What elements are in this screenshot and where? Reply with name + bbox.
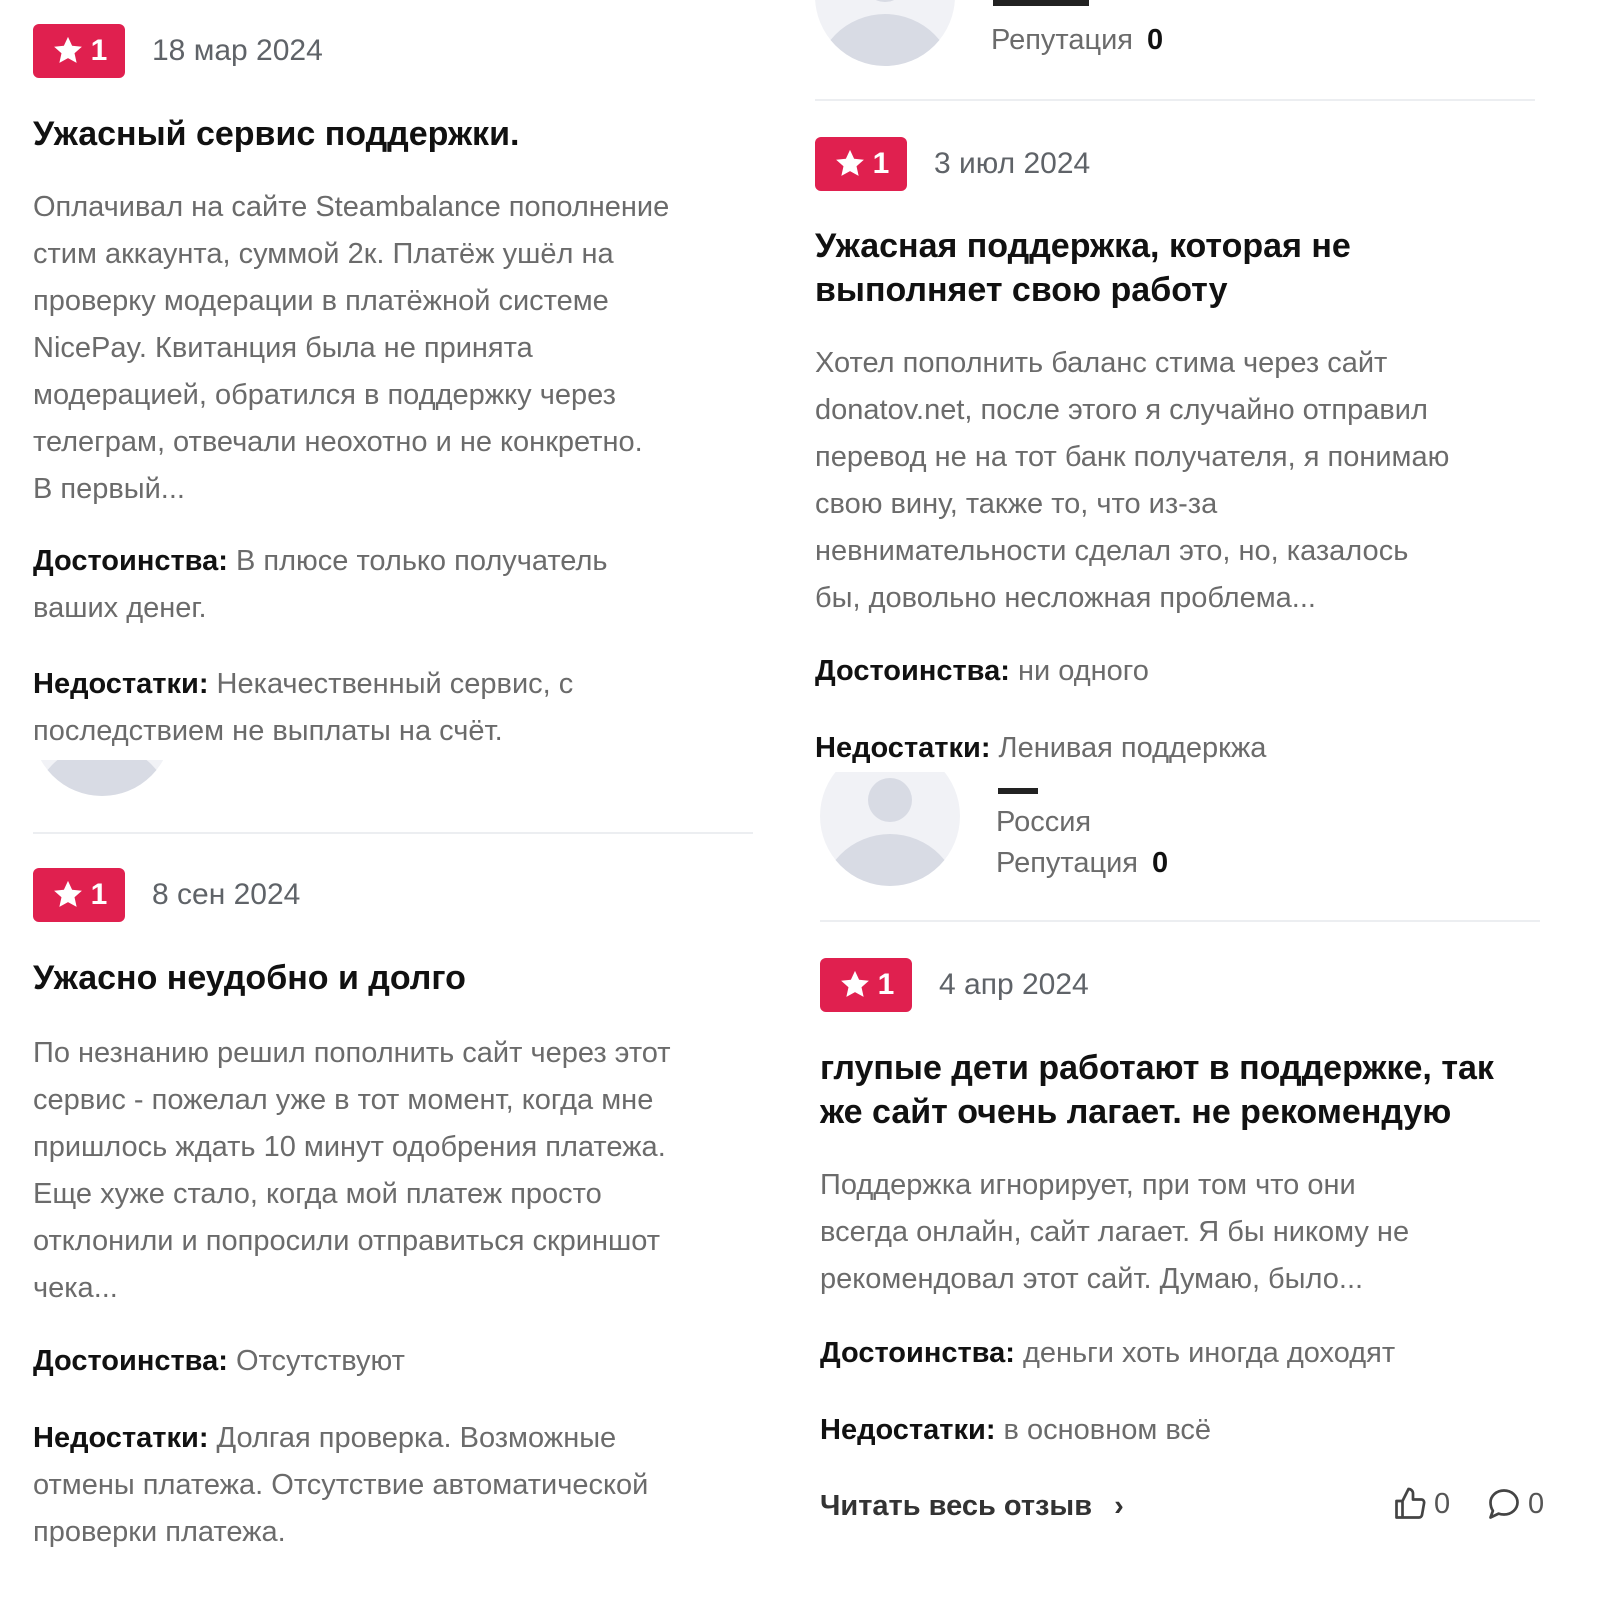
right-top-pane bbox=[795, 0, 1600, 772]
review-title[interactable]: Ужасный сервис поддержки. bbox=[33, 115, 520, 153]
star-icon bbox=[838, 968, 872, 1002]
like-button[interactable] bbox=[1392, 1486, 1450, 1522]
pros-label: Достоинства: bbox=[815, 655, 1010, 687]
cons-label: Недостатки: bbox=[815, 732, 991, 764]
review-pros: Достоинства: В плюсе только получатель ваших денег. bbox=[33, 545, 608, 624]
like-count: 0 bbox=[1434, 1487, 1451, 1520]
review-text: Оплачивал на сайте Steambalance пополнение стим аккаунта, суммой 2к. Платёж ушёл на проверку модерации в платёжной системе NicePay. Квитанция была не принята модерацией, обратился в поддержку через телеграм, отвечали неохотно и не конкретно. В первый... bbox=[33, 191, 670, 505]
review-date: 8 сен 2024 bbox=[152, 878, 301, 911]
left-bottom-pane bbox=[0, 760, 780, 1600]
review-pros: Достоинства: ни одного bbox=[815, 655, 1149, 687]
rating-value: 1 bbox=[90, 34, 108, 67]
star-icon bbox=[833, 147, 867, 181]
author-reputation: Репутация 0 bbox=[991, 24, 1164, 56]
pros-label: Достоинства: bbox=[33, 1345, 228, 1377]
read-full-review-link[interactable]: Читать весь отзыв › bbox=[820, 1490, 1124, 1522]
rating-badge bbox=[33, 868, 125, 922]
author-name-clipped bbox=[993, 0, 1089, 6]
rating-value: 1 bbox=[90, 878, 108, 911]
avatar[interactable] bbox=[32, 760, 172, 796]
comments-button[interactable] bbox=[1486, 1486, 1544, 1522]
author-reputation: Репутация 0 bbox=[996, 847, 1169, 879]
comment-icon bbox=[1486, 1486, 1522, 1522]
review-title[interactable]: Ужасная поддержка, которая не выполняет свою работу bbox=[815, 227, 1351, 309]
thumbs-up-icon bbox=[1392, 1486, 1428, 1522]
review-cons: Недостатки: в основном всё bbox=[820, 1414, 1212, 1446]
review-text: По незнанию решил пополнить сайт через этот сервис - пожелал уже в тот момент, когда мне пришлось ждать 10 минут одобрения платежа. Еще хуже стало, когда мой платеж просто отклонили и попросили отправиться скриншот чека... bbox=[33, 1037, 671, 1304]
author-country: Россия bbox=[996, 806, 1092, 838]
avatar[interactable] bbox=[820, 772, 960, 886]
separator bbox=[820, 920, 1540, 922]
review-date: 4 апр 2024 bbox=[939, 968, 1089, 1001]
review-cons: Недостатки: Некачественный сервис, с последствием не выплаты на счёт. bbox=[33, 668, 574, 747]
pros-label: Достоинства: bbox=[33, 545, 228, 577]
right-bottom-pane bbox=[800, 772, 1600, 1600]
review-title[interactable]: глупые дети работают в поддержке, так же сайт очень лагает. не рекомендую bbox=[820, 1049, 1494, 1131]
star-icon bbox=[51, 34, 85, 68]
review-cons: Недостатки: Ленивая поддеркжа bbox=[815, 732, 1267, 764]
review-date: 18 мар 2024 bbox=[152, 34, 323, 67]
rating-badge bbox=[815, 137, 907, 191]
review-text: Поддержка игнорирует, при том что они всегда онлайн, сайт лагает. Я бы никому не рекомендовал этот сайт. Думаю, было... bbox=[820, 1169, 1410, 1295]
pros-label: Достоинства: bbox=[820, 1337, 1015, 1369]
avatar[interactable] bbox=[815, 0, 955, 66]
cons-label: Недостатки: bbox=[33, 1422, 209, 1454]
left-top-pane bbox=[0, 0, 780, 800]
review-title[interactable]: Ужасно неудобно и долго bbox=[33, 959, 466, 997]
review-pros: Достоинства: Отсутствуют bbox=[33, 1345, 405, 1377]
cons-label: Недостатки: bbox=[33, 668, 209, 700]
review-date: 3 июл 2024 bbox=[934, 147, 1091, 180]
rating-badge bbox=[33, 24, 125, 78]
review-pros: Достоинства: деньги хоть иногда доходят bbox=[820, 1337, 1396, 1369]
separator bbox=[33, 832, 753, 834]
rating-value: 1 bbox=[877, 968, 895, 1001]
review-text: Хотел пополнить баланс стима через сайт donatov.net, после этого я случайно отправил перевод не на тот банк получателя, я понимаю свою вину, также то, что из-за невнимательности сделал это, но, казалось бы, довольно несложная проблема... bbox=[815, 347, 1450, 614]
cons-label: Недостатки: bbox=[820, 1414, 996, 1446]
separator bbox=[815, 99, 1535, 101]
author-name-clipped bbox=[998, 788, 1038, 794]
star-icon bbox=[51, 878, 85, 912]
review-cons: Недостатки: Долгая проверка. Возможные отмены платежа. Отсутствие автоматической проверки платежа. bbox=[33, 1422, 649, 1548]
rating-badge bbox=[820, 958, 912, 1012]
comment-count: 0 bbox=[1528, 1487, 1545, 1520]
chevron-right-icon: › bbox=[1114, 1490, 1124, 1522]
rating-value: 1 bbox=[872, 147, 890, 180]
